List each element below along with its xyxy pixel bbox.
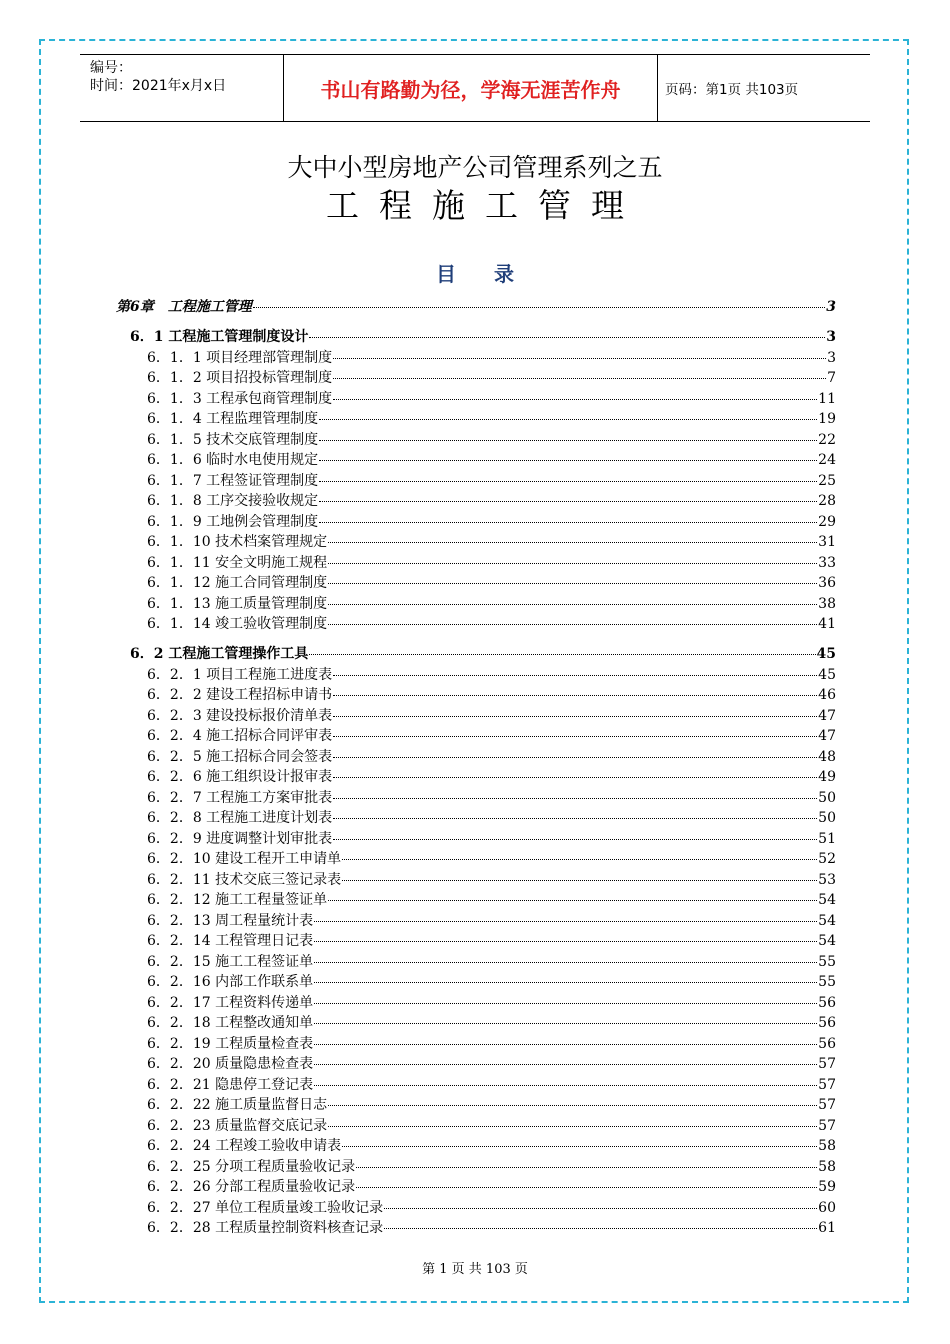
toc-item[interactable] <box>147 705 836 725</box>
toc-entry-label: 6．2．22 施工质量监督日志 <box>147 1097 328 1113</box>
dot-leader <box>253 307 826 308</box>
toc-entry-label: 6．1．13 施工质量管理制度 <box>147 595 328 612</box>
toc-item[interactable] <box>147 552 836 572</box>
dot-leader <box>328 900 817 901</box>
toc-entry-page: 59 <box>818 1179 836 1195</box>
toc-entry-label: 6．2．25 分项工程质量验收记录 <box>147 1158 356 1175</box>
toc-entry-label: 6．1．1 项目经理部管理制度 <box>147 349 333 366</box>
toc-entry-page: 45 <box>818 666 836 683</box>
dot-leader <box>309 337 825 338</box>
dot-leader <box>333 757 817 758</box>
toc-entry-page: 33 <box>818 554 836 571</box>
toc-entry-label: 6．1．10 技术档案管理规定 <box>147 534 328 550</box>
toc-entry-label: 6．1．2 项目招投标管理制度 <box>147 370 333 386</box>
toc-entry-label: 6．2．6 施工组织设计报审表 <box>147 769 333 785</box>
toc-entry-page: 36 <box>818 575 836 591</box>
code-label: 编号： <box>90 60 132 76</box>
page-header <box>80 54 870 122</box>
toc-entry-label: 6．2．7 工程施工方案审批表 <box>147 789 333 806</box>
header-motto: 书山有路勤为径，学海无涯苦作舟 <box>283 55 658 121</box>
dot-leader <box>314 1085 817 1086</box>
dot-leader <box>319 501 817 502</box>
toc-entry-label: 6．2．16 内部工作联系单 <box>147 974 314 990</box>
dot-leader <box>356 1167 817 1168</box>
dot-leader <box>319 440 817 441</box>
dot-leader <box>333 839 817 840</box>
toc-entry-page: 25 <box>818 472 836 489</box>
dot-leader <box>333 716 817 717</box>
toc-entry-label: 6．2．21 隐患停工登记表 <box>147 1076 314 1093</box>
toc-entry-label: 6．2．18 工程整改通知单 <box>147 1015 314 1031</box>
toc-entry-page: 57 <box>818 1076 836 1093</box>
toc-entry-label: 6．2．8 工程施工进度计划表 <box>147 810 333 826</box>
toc-entry-page: 54 <box>818 933 836 949</box>
toc-entry-label: 6．2．17 工程资料传递单 <box>147 994 314 1011</box>
toc-entry-label: 6．1．8 工序交接验收规定 <box>147 493 319 509</box>
toc-item[interactable] <box>147 1115 836 1135</box>
toc-entry-page: 55 <box>818 974 836 990</box>
toc-item[interactable] <box>147 1217 836 1237</box>
toc-chapter[interactable] <box>116 296 836 316</box>
dot-leader <box>384 1208 817 1209</box>
toc-item[interactable] <box>147 1094 836 1114</box>
dot-leader <box>314 921 817 922</box>
dot-leader <box>309 654 815 655</box>
toc-entry-page: 3 <box>827 349 836 366</box>
toc-entry-page: 48 <box>818 748 836 765</box>
dot-leader <box>319 481 817 482</box>
toc-entry-page: 61 <box>818 1220 836 1236</box>
toc-item[interactable] <box>147 593 836 613</box>
toc-entry-page: 22 <box>818 431 836 448</box>
dot-leader <box>328 563 817 564</box>
toc-item[interactable] <box>147 766 836 786</box>
toc-entry-label: 6．2．2 建设工程招标申请书 <box>147 687 333 703</box>
dot-leader <box>314 962 817 963</box>
toc-item[interactable] <box>147 531 836 551</box>
toc-entry-label: 6．2．23 质量监督交底记录 <box>147 1117 328 1134</box>
dot-leader <box>314 1064 817 1065</box>
toc-entry-page: 50 <box>818 810 836 826</box>
dot-leader <box>333 378 826 379</box>
toc-entry-label: 6．1．5 技术交底管理制度 <box>147 431 319 448</box>
toc-entry-page: 58 <box>818 1158 836 1175</box>
toc-entry-page: 57 <box>818 1056 836 1072</box>
toc-item[interactable] <box>147 807 836 827</box>
toc-item[interactable] <box>147 684 836 704</box>
toc-item[interactable] <box>147 787 836 807</box>
toc-entry-page: 29 <box>818 513 836 530</box>
toc-entry-label: 6．2．10 建设工程开工申请单 <box>147 851 342 867</box>
toc-entry-page: 56 <box>818 1035 836 1052</box>
toc-item[interactable] <box>147 1033 836 1053</box>
toc-item[interactable] <box>147 1053 836 1073</box>
toc-item[interactable] <box>147 511 836 531</box>
toc-entry-label: 6．2．20 质量隐患检查表 <box>147 1056 314 1072</box>
toc-item[interactable] <box>147 367 836 387</box>
toc-entry-label: 6．2．3 建设投标报价清单表 <box>147 707 333 724</box>
dot-leader <box>342 1146 817 1147</box>
toc-entry-label: 6．1．11 安全文明施工规程 <box>147 554 328 571</box>
dot-leader <box>333 675 817 676</box>
toc-entry-label: 6．2．13 周工程量统计表 <box>147 912 314 929</box>
toc-entry-page: 3 <box>826 329 836 345</box>
toc-entry-label: 6．2．14 工程管理日记表 <box>147 933 314 949</box>
toc-item[interactable] <box>147 613 836 633</box>
toc-section[interactable] <box>130 643 836 663</box>
toc-item[interactable] <box>147 951 836 971</box>
toc-item[interactable] <box>147 725 836 745</box>
toc-entry-label: 6．2．4 施工招标合同评审表 <box>147 728 333 744</box>
toc-entry-label: 6．2 工程施工管理操作工具 <box>130 646 309 662</box>
toc-entry-label: 6．2．9 进度调整计划审批表 <box>147 830 333 847</box>
dot-leader <box>328 624 817 625</box>
toc-entry-page: 49 <box>818 769 836 785</box>
toc-entry-page: 3 <box>826 299 836 315</box>
toc-item[interactable] <box>147 470 836 490</box>
header-page-info: 页码：第1页 共103页 <box>665 82 799 98</box>
toc-entry-label: 6．2．26 分部工程质量验收记录 <box>147 1179 356 1195</box>
toc-item[interactable] <box>147 930 836 950</box>
dot-leader <box>384 1228 817 1229</box>
dot-leader <box>314 1044 817 1045</box>
toc-item[interactable] <box>147 848 836 868</box>
dot-leader <box>319 460 817 461</box>
dot-leader <box>314 982 817 983</box>
toc-entry-page: 47 <box>818 707 836 724</box>
toc-entry-page: 46 <box>818 687 836 703</box>
dot-leader <box>333 777 817 778</box>
toc-entry-page: 53 <box>818 871 836 888</box>
toc-entry-page: 54 <box>818 892 836 908</box>
toc-item[interactable] <box>147 449 836 469</box>
toc-entry-label: 6．1 工程施工管理制度设计 <box>130 329 309 345</box>
toc-item[interactable] <box>147 1074 836 1094</box>
dot-leader <box>328 1126 817 1127</box>
toc-heading: 目录 <box>436 262 552 286</box>
dot-leader <box>319 522 817 523</box>
dot-leader <box>319 419 817 420</box>
header-meta <box>90 59 226 95</box>
toc-item[interactable] <box>147 889 836 909</box>
toc-entry-page: 50 <box>818 789 836 806</box>
dot-leader <box>342 880 817 881</box>
toc-entry-label: 6．2．27 单位工程质量竣工验收记录 <box>147 1199 384 1216</box>
toc-item[interactable] <box>147 1176 836 1196</box>
toc-item[interactable] <box>147 388 836 408</box>
toc-item[interactable] <box>147 429 836 449</box>
toc-entry-page: 7 <box>827 370 836 386</box>
dot-leader <box>328 1105 817 1106</box>
dot-leader <box>356 1187 817 1188</box>
toc-entry-page: 56 <box>818 994 836 1011</box>
dot-leader <box>314 1023 817 1024</box>
toc-entry-label: 6．1．3 工程承包商管理制度 <box>147 390 333 407</box>
toc-entry-page: 51 <box>818 830 836 847</box>
toc-entry-page: 57 <box>818 1117 836 1134</box>
toc-item[interactable] <box>147 1012 836 1032</box>
dot-leader <box>342 859 817 860</box>
toc-item[interactable] <box>147 572 836 592</box>
dot-leader <box>328 604 817 605</box>
toc-entry-label: 6．2．5 施工招标合同会签表 <box>147 748 333 765</box>
toc-entry-page: 11 <box>818 390 836 407</box>
toc-item[interactable] <box>147 869 836 889</box>
page-footer: 第 1 页 共 103 页 <box>422 1262 528 1277</box>
main-title: 工程施工管理 <box>326 186 644 225</box>
toc-item[interactable] <box>147 490 836 510</box>
series-title: 大中小型房地产公司管理系列之五 <box>287 153 663 182</box>
toc-entry-page: 24 <box>818 452 836 468</box>
dot-leader <box>333 798 817 799</box>
toc-item[interactable] <box>147 1197 836 1217</box>
toc-entry-page: 31 <box>818 534 836 550</box>
toc-item[interactable] <box>147 408 836 428</box>
toc-entry-label: 6．2．19 工程质量检查表 <box>147 1035 314 1052</box>
toc-item[interactable] <box>147 992 836 1012</box>
toc-entry-label: 6．1．9 工地例会管理制度 <box>147 513 319 530</box>
toc-entry-page: 57 <box>818 1097 836 1113</box>
dot-leader <box>314 941 817 942</box>
toc-entry-label: 6．2．12 施工工程量签证单 <box>147 892 328 908</box>
toc-entry-page: 54 <box>818 912 836 929</box>
toc-entry-label: 6．1．4 工程监理管理制度 <box>147 411 319 427</box>
toc-entry-label: 6．2．1 项目工程施工进度表 <box>147 666 333 683</box>
toc-entry-label: 6．1．6 临时水电使用规定 <box>147 452 319 468</box>
toc-item[interactable] <box>147 828 836 848</box>
dot-leader <box>333 736 817 737</box>
dot-leader <box>333 399 817 400</box>
dot-leader <box>328 542 817 543</box>
toc-entry-page: 38 <box>818 595 836 612</box>
toc-entry-label: 6．1．7 工程签证管理制度 <box>147 472 319 489</box>
toc-entry-page: 52 <box>818 851 836 867</box>
toc-entry-label: 6．1．14 竣工验收管理制度 <box>147 616 328 632</box>
dot-leader <box>333 695 817 696</box>
toc-entry-label: 6．2．15 施工工程签证单 <box>147 953 314 970</box>
toc-item[interactable] <box>147 664 836 684</box>
toc-entry-label: 6．2．28 工程质量控制资料核查记录 <box>147 1220 384 1236</box>
toc-entry-label: 第6章 工程施工管理 <box>116 299 252 315</box>
toc-item[interactable] <box>147 1135 836 1155</box>
toc-entry-page: 56 <box>818 1015 836 1031</box>
dot-leader <box>328 583 817 584</box>
toc-entry-label: 6．1．12 施工合同管理制度 <box>147 575 328 591</box>
toc-entry-label: 6．2．11 技术交底三签记录表 <box>147 871 342 888</box>
toc-item[interactable] <box>147 1156 836 1176</box>
dot-leader <box>333 818 817 819</box>
toc-entry-page: 45 <box>816 646 836 662</box>
toc-entry-page: 47 <box>818 728 836 744</box>
toc-entry-label: 6．2．24 工程竣工验收申请表 <box>147 1138 342 1154</box>
toc-entry-page: 41 <box>818 616 836 632</box>
dot-leader <box>333 358 826 359</box>
toc-entry-page: 19 <box>818 411 836 427</box>
toc-item[interactable] <box>147 971 836 991</box>
toc-item[interactable] <box>147 746 836 766</box>
toc-section[interactable] <box>130 326 836 346</box>
toc-entry-page: 55 <box>818 953 836 970</box>
toc-entry-page: 58 <box>818 1138 836 1154</box>
toc-entry-page: 60 <box>818 1199 836 1216</box>
time-label: 时间：2021年x月x日 <box>90 78 227 94</box>
dot-leader <box>314 1003 817 1004</box>
toc-entry-page: 28 <box>818 493 836 509</box>
toc-item[interactable] <box>147 910 836 930</box>
toc-item[interactable] <box>147 347 836 367</box>
